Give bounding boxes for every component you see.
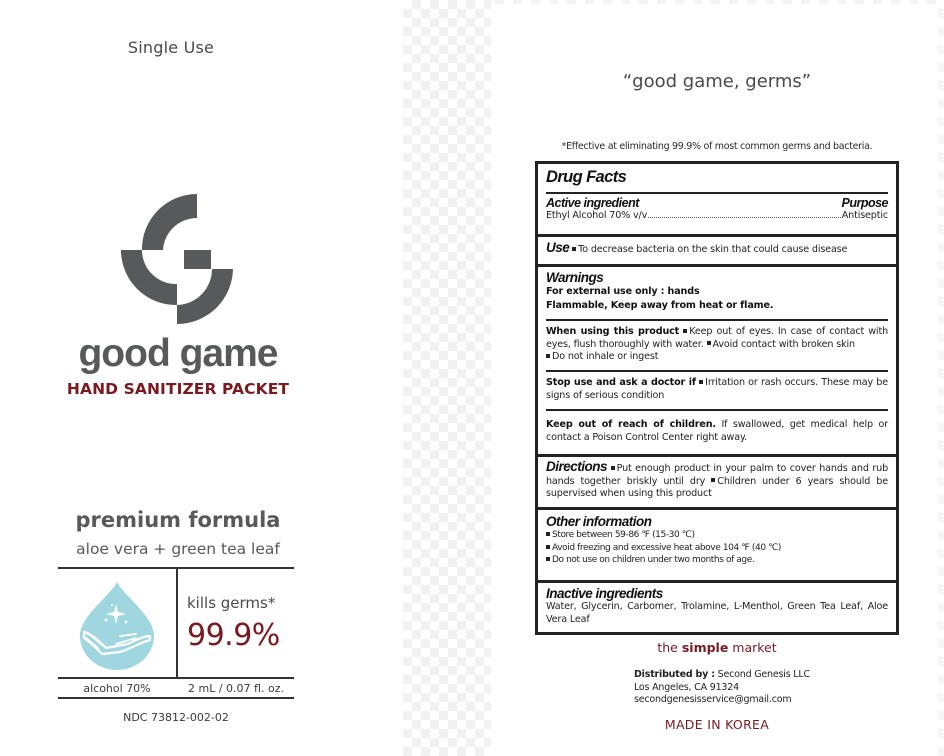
stop-use-section [538,377,896,402]
divider [546,192,888,194]
headline: premium formula [75,508,281,532]
transparency-gap [403,0,491,756]
bullet-icon [683,329,687,333]
ndc-code: NDC 73812-002-02 [123,711,229,724]
product-type: HAND SANITIZER PACKET [66,380,290,398]
bullet-icon [546,557,550,561]
distributor-name: Second Genesis LLC [714,669,810,680]
divider [176,568,178,678]
other-info-section [538,514,896,567]
directions-item: Children under 6 years should be supervised when using this product [546,475,888,500]
purpose-header: Purpose [841,196,888,210]
warnings-header: Warnings [546,270,604,285]
bullet-icon [699,380,703,384]
inactive-ingredients-section [538,586,896,626]
warning-flammable: Flammable, Keep away from heat or flame. [546,299,774,311]
other-info-item: Store between 59-86 ℉ (15-30 ℃) [552,530,695,540]
active-ingredient: Ethyl Alcohol 70% v/v [546,210,648,221]
drug-facts-header [538,168,896,187]
use-text: To decrease bacteria on the skin that could cause disease [578,244,848,255]
keep-out-text: If swallowed, get medical help or contact a Poison Control Center right away. [546,419,888,443]
divider [546,409,888,411]
back-panel [491,4,938,756]
inactive-text: Water, Glycerin, Carbomer, Trolamine, L-Menthol, Green Tea Leaf, Aloe Vera Leaf [546,601,888,625]
purpose: Antiseptic [841,210,888,221]
when-using-section [538,326,896,364]
store-brand [491,640,943,655]
keep-out-section [538,419,896,444]
use-section [538,242,896,257]
store-brand-bold: simple [681,640,729,655]
store-brand-suffix: market [728,640,777,655]
bullet-icon [546,545,550,549]
inactive-header: Inactive ingredients [546,586,663,601]
other-info-item: Avoid freezing and excessive heat above 104 ℉ (40 ℃) [552,542,781,553]
divider [58,677,294,679]
warning-external: For external use only : hands [546,286,700,297]
distributor-info [634,669,810,707]
when-using-label: When using this product [546,326,680,337]
warnings-section [538,270,896,312]
stop-use-label: Stop use and ask a doctor if [546,377,696,388]
brand-name: good game [78,332,278,375]
distributor-email: secondgenesisservice@gmail.com [634,694,792,705]
bullet-icon [572,247,576,251]
divider [538,454,896,457]
slogan: “good game, germs” [622,71,812,92]
drug-facts-panel [535,161,899,635]
directions-header: Directions [546,459,608,474]
other-info-item: Do not use on children under two months of age. [552,555,755,566]
active-ingredient-header: Active ingredient [546,196,639,210]
store-brand-prefix: the [657,640,682,655]
keep-out-label: Keep out of reach of children. [546,419,716,430]
distributed-label: Distributed by : [634,669,715,680]
divider [538,264,896,267]
bullet-icon [707,341,711,345]
divider [58,697,294,699]
water-drop-hand-icon [80,582,154,670]
when-using-item: Avoid contact with broken skin [712,338,855,350]
when-using-item: Keep out of eyes. In case of contact with eyes, flush thoroughly with water. [546,326,888,350]
bullet-icon [711,478,715,482]
claim-label: kills germs* [187,594,276,612]
divider [546,319,888,321]
divider [546,370,888,372]
directions-section [538,461,896,501]
stop-use-text: Irritation or rash occurs. These may be signs of serious condition [546,377,888,401]
subheadline: aloe vera + green tea leaf [76,540,280,558]
bullet-icon [611,466,615,470]
good-game-logo-icon [121,194,233,324]
distributor-address: Los Angeles, CA 91324 [634,681,739,693]
net-volume: 2 mL / 0.07 fl. oz. [188,682,284,695]
bullet-icon [546,532,550,536]
directions-item: Put enough product in your palm to cover hands and rub hands together briskly until dry [546,463,889,487]
divider [538,580,896,583]
alcohol-content: alcohol 70% [83,682,151,695]
bullet-icon [546,354,550,358]
when-using-item: Do not inhale or ingest [552,351,659,363]
single-use-label: Single Use [127,38,215,57]
divider [538,234,896,237]
effectiveness-note: *Effective at eliminating 99.9% of most common germs and bacteria. [561,141,873,152]
front-panel [0,0,403,756]
leader-dots [648,217,841,218]
country-of-origin: MADE IN KOREA [664,717,770,732]
other-info-header: Other information [546,514,652,529]
use-header: Use [546,240,570,255]
claim-value: 99.9% [187,618,280,653]
active-ingredient-section [538,196,896,223]
divider [538,507,896,510]
drug-facts-title: Drug Facts [546,168,627,186]
